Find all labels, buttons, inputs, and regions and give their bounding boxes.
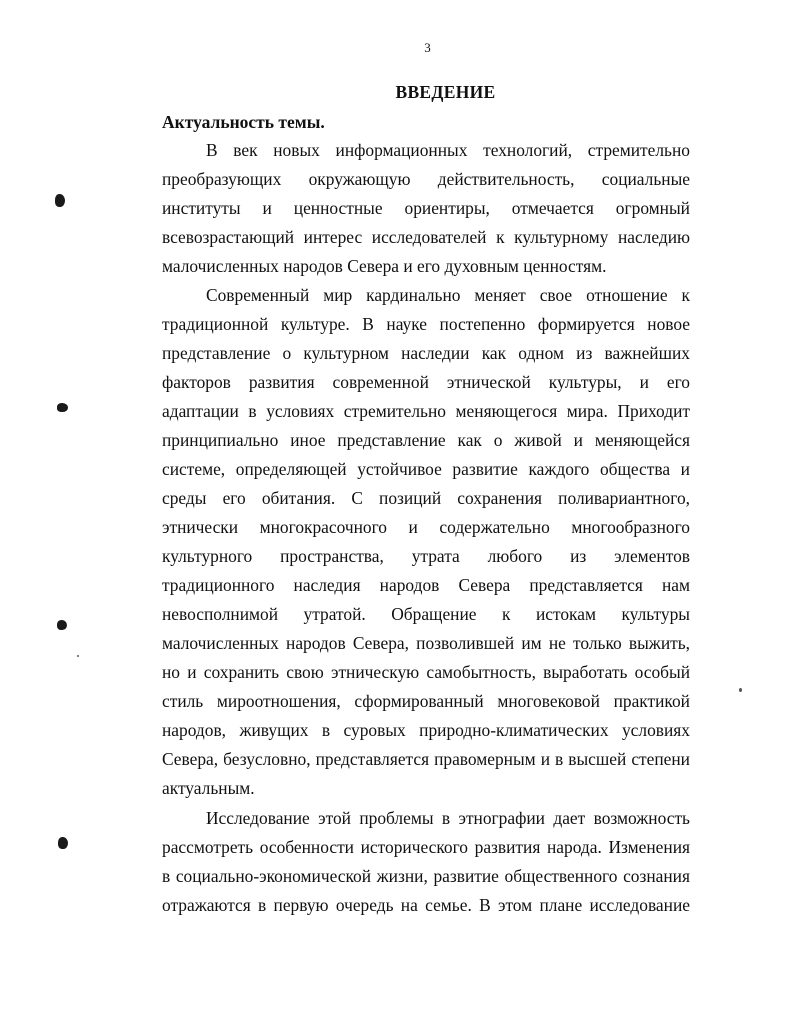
scan-blot [58,837,68,849]
paragraph-line: малочисленных народов Севера и его духовным ценностям. [162,256,607,276]
paragraph-line: этнически многокрасочного и содержательно многообразного [162,517,690,537]
scan-blot [57,620,67,630]
paragraph-line: но и сохранить свою этническую самобытность, выработать особый [162,662,690,682]
paragraph-line: В век новых информационных технологий, стремительно [206,140,690,160]
paragraph-line: малочисленных народов Севера, позволившей им не только выжить, [162,633,690,653]
paragraph-line: культурного пространства, утрата любого из элементов [162,546,690,566]
paragraph-line: преобразующих окружающую действительность, социальные [162,169,690,189]
paragraph-line: стиль мироотношения, сформированный многовековой практикой [162,691,690,711]
paragraph-line: актуальным. [162,778,255,798]
paragraph-line: Севера, безусловно, представляется правомерным и в высшей степени [162,749,690,769]
paragraph-line: рассмотреть особенности исторического развития народа. Изменения [162,837,690,857]
paragraph-line: адаптации в условиях стремительно меняющегося мира. Приходит [162,401,690,421]
paragraph-1 [162,136,690,281]
paragraph-line: в социально-экономической жизни, развитие общественного сознания [162,866,690,886]
paragraph-line: народов, живущих в суровых природно-климатических условиях [162,720,690,740]
scan-blot [57,403,68,412]
paragraph-line: Исследование этой проблемы в этнографии дает возможность [206,808,690,828]
paragraph-line: всевозрастающий интерес исследователей к культурному наследию [162,227,690,247]
paragraph-line: системе, определяющей устойчивое развитие каждого общества и [162,459,690,479]
scan-speck [739,688,742,692]
section-subtitle: Актуальность темы. [162,112,325,132]
paragraph-line: традиционной культуре. В науке постепенно формируется новое [162,314,690,334]
paragraph-line: Современный мир кардинально меняет свое отношение к [206,285,690,305]
paragraph-line: среды его обитания. С позиций сохранения поливариантного, [162,488,690,508]
paragraph-3 [162,804,690,920]
paragraph-line: принципиально иное представление как о живой и меняющейся [162,430,690,450]
page-title: ВВЕДЕНИЕ [395,82,496,102]
paragraph-line: традиционного наследия народов Севера представляется нам [162,575,690,595]
scan-blot [55,194,65,207]
paragraph-line: факторов развития современной этнической культуры, и его [162,372,690,392]
paragraph-line: отражаются в первую очередь на семье. В этом плане исследование [162,895,690,915]
scan-speck [77,655,79,657]
paragraph-line: институты и ценностные ориентиры, отмечается огромный [162,198,690,218]
paragraph-line: представление о культурном наследии как одном из важнейших [162,343,690,363]
paragraph-2 [162,281,690,803]
paragraph-line: невосполнимой утратой. Обращение к истокам культуры [162,604,690,624]
page-number: 3 [424,40,431,55]
